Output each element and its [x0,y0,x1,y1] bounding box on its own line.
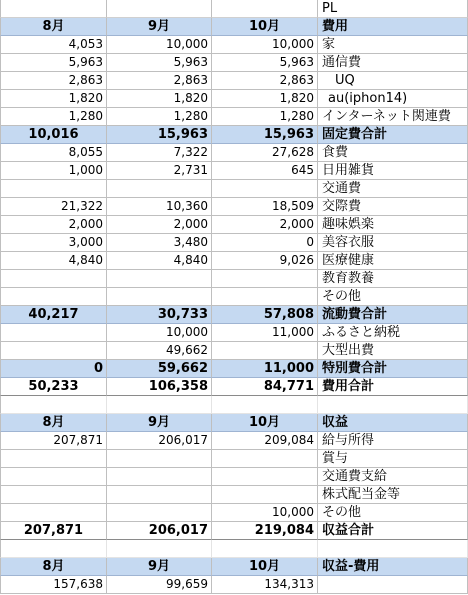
september-cell[interactable] [107,450,212,468]
october-cell[interactable]: 15,963 [212,126,318,144]
category-cell[interactable]: 日用雑貨 [318,162,468,180]
category-header[interactable]: 収益 [318,414,468,432]
category-cell[interactable]: ふるさと納税 [318,324,468,342]
october-cell[interactable]: 10,000 [212,504,318,522]
october-cell[interactable]: 11,000 [212,324,318,342]
august-cell[interactable]: 10,016 [0,126,107,144]
october-header[interactable]: 10月 [212,558,318,576]
category-cell[interactable]: 交通費支給 [318,468,468,486]
category-cell[interactable]: 教育教養 [318,270,468,288]
august-header[interactable]: 8月 [0,558,107,576]
october-cell[interactable]: 1,820 [212,90,318,108]
category-cell[interactable]: 費用合計 [318,378,468,396]
september-cell[interactable]: 4,840 [107,252,212,270]
september-cell[interactable] [107,180,212,198]
august-cell[interactable]: 4,053 [0,36,107,54]
category-cell[interactable]: 給与所得 [318,432,468,450]
empty-cell[interactable] [107,396,212,414]
category-cell[interactable]: 食費 [318,144,468,162]
october-cell[interactable]: 1,280 [212,108,318,126]
net-header-row [0,558,468,576]
category-cell[interactable]: 固定費合計 [318,126,468,144]
october-cell[interactable]: 57,808 [212,306,318,324]
september-cell[interactable] [107,504,212,522]
september-cell[interactable]: 30,733 [107,306,212,324]
category-cell[interactable]: 通信費 [318,54,468,72]
income-row [0,432,468,450]
october-cell[interactable]: 10,000 [212,36,318,54]
september-cell[interactable]: 10,360 [107,198,212,216]
september-cell[interactable]: 49,662 [107,342,212,360]
spacer-row [0,540,468,558]
october-cell[interactable] [212,486,318,504]
august-cell[interactable] [0,288,107,306]
october-cell[interactable]: 219,084 [212,522,318,540]
empty-cell[interactable] [212,0,318,18]
october-cell[interactable]: 209,084 [212,432,318,450]
expense-row [0,54,468,72]
category-cell[interactable]: その他 [318,504,468,522]
income-row [0,450,468,468]
expense-row [0,108,468,126]
category-cell[interactable]: 特別費合計 [318,360,468,378]
category-cell[interactable]: 美容衣服 [318,234,468,252]
category-header[interactable]: 費用 [318,18,468,36]
october-cell[interactable]: 134,313 [212,576,318,594]
august-cell[interactable]: 2,000 [0,216,107,234]
expense-row [0,162,468,180]
category-cell[interactable]: 流動費合計 [318,306,468,324]
september-cell[interactable]: 59,662 [107,360,212,378]
expense-row [0,288,468,306]
october-cell[interactable]: 645 [212,162,318,180]
september-cell[interactable]: 15,963 [107,126,212,144]
october-cell[interactable] [212,450,318,468]
october-cell[interactable]: 27,628 [212,144,318,162]
october-cell[interactable] [212,270,318,288]
category-cell[interactable]: 株式配当金等 [318,486,468,504]
august-header[interactable]: 8月 [0,18,107,36]
september-cell[interactable]: 7,322 [107,144,212,162]
september-cell[interactable] [107,288,212,306]
august-cell[interactable] [0,468,107,486]
august-cell[interactable]: 21,322 [0,198,107,216]
september-cell[interactable] [107,270,212,288]
expense-row [0,216,468,234]
fixed-subtotal-row [0,126,468,144]
october-cell[interactable]: 0 [212,234,318,252]
expense-row [0,90,468,108]
september-cell[interactable]: 2,731 [107,162,212,180]
october-cell[interactable]: 2,863 [212,72,318,90]
october-cell[interactable]: 9,026 [212,252,318,270]
october-cell[interactable]: 11,000 [212,360,318,378]
august-cell[interactable] [0,486,107,504]
expense-row [0,36,468,54]
expense-row [0,198,468,216]
expense-row [0,72,468,90]
category-cell[interactable]: 大型出費 [318,342,468,360]
category-header[interactable]: 収益-費用 [318,558,468,576]
september-cell[interactable]: 1,280 [107,108,212,126]
august-cell[interactable]: 5,963 [0,54,107,72]
title-row [0,0,468,18]
august-cell[interactable]: 1,820 [0,90,107,108]
income-row [0,486,468,504]
expense-row [0,144,468,162]
august-cell[interactable]: 207,871 [0,522,107,540]
empty-cell[interactable] [107,540,212,558]
category-cell[interactable]: 賞与 [318,450,468,468]
october-cell[interactable] [212,180,318,198]
september-header[interactable]: 9月 [107,558,212,576]
september-cell[interactable] [107,486,212,504]
september-cell[interactable]: 1,820 [107,90,212,108]
category-cell[interactable]: その他 [318,288,468,306]
september-cell[interactable]: 106,358 [107,378,212,396]
august-cell[interactable]: 207,871 [0,432,107,450]
empty-cell[interactable] [212,396,318,414]
expense-total-row [0,378,468,396]
september-cell[interactable]: 2,000 [107,216,212,234]
expense-header-row [0,18,468,36]
august-cell[interactable]: 4,840 [0,252,107,270]
august-cell[interactable]: 3,000 [0,234,107,252]
october-cell[interactable] [212,288,318,306]
september-cell[interactable]: 99,659 [107,576,212,594]
september-cell[interactable]: 3,480 [107,234,212,252]
august-cell[interactable] [0,270,107,288]
category-cell[interactable]: インターネット関連費 [318,108,468,126]
august-cell[interactable] [0,342,107,360]
august-cell[interactable] [0,180,107,198]
category-cell[interactable]: au(iphon14) [318,90,468,108]
september-cell[interactable] [107,468,212,486]
august-cell[interactable]: 2,863 [0,72,107,90]
net-row [0,576,468,594]
august-cell[interactable]: 157,638 [0,576,107,594]
august-header[interactable]: 8月 [0,414,107,432]
category-cell[interactable]: 趣味娯楽 [318,216,468,234]
category-cell[interactable]: 収益合計 [318,522,468,540]
august-cell[interactable] [0,324,107,342]
august-cell[interactable]: 0 [0,360,107,378]
october-cell[interactable]: 84,771 [212,378,318,396]
october-header[interactable]: 10月 [212,18,318,36]
october-cell[interactable] [212,468,318,486]
category-cell[interactable]: 医療健康 [318,252,468,270]
income-total-row [0,522,468,540]
september-cell[interactable]: 10,000 [107,36,212,54]
income-row [0,504,468,522]
category-cell[interactable]: 家 [318,36,468,54]
august-cell[interactable]: 40,217 [0,306,107,324]
spacer-row [0,396,468,414]
income-header-row [0,414,468,432]
income-row [0,468,468,486]
empty-cell[interactable] [318,576,468,594]
empty-cell[interactable] [0,540,107,558]
empty-cell[interactable] [107,0,212,18]
september-header[interactable]: 9月 [107,18,212,36]
variable-subtotal-row [0,306,468,324]
september-cell[interactable]: 206,017 [107,432,212,450]
august-cell[interactable]: 8,055 [0,144,107,162]
september-header[interactable]: 9月 [107,414,212,432]
sheet-title-cell[interactable]: PL [318,0,468,18]
expense-row [0,180,468,198]
special-subtotal-row [0,360,468,378]
empty-cell[interactable] [0,396,107,414]
expense-row [0,270,468,288]
empty-cell[interactable] [318,396,468,414]
august-cell[interactable]: 1,280 [0,108,107,126]
category-cell[interactable]: UQ [318,72,468,90]
september-cell[interactable]: 5,963 [107,54,212,72]
category-cell[interactable]: 交際費 [318,198,468,216]
empty-cell[interactable] [212,540,318,558]
august-cell[interactable]: 1,000 [0,162,107,180]
august-cell[interactable] [0,450,107,468]
expense-row [0,324,468,342]
september-cell[interactable]: 2,863 [107,72,212,90]
october-cell[interactable]: 18,509 [212,198,318,216]
empty-cell[interactable] [0,0,107,18]
expense-row [0,342,468,360]
expense-row [0,234,468,252]
october-header[interactable]: 10月 [212,414,318,432]
august-cell[interactable] [0,504,107,522]
october-cell[interactable]: 5,963 [212,54,318,72]
empty-cell[interactable] [318,540,468,558]
expense-row [0,252,468,270]
october-cell[interactable]: 2,000 [212,216,318,234]
september-cell[interactable]: 10,000 [107,324,212,342]
october-cell[interactable] [212,342,318,360]
august-cell[interactable]: 50,233 [0,378,107,396]
september-cell[interactable]: 206,017 [107,522,212,540]
category-cell[interactable]: 交通費 [318,180,468,198]
